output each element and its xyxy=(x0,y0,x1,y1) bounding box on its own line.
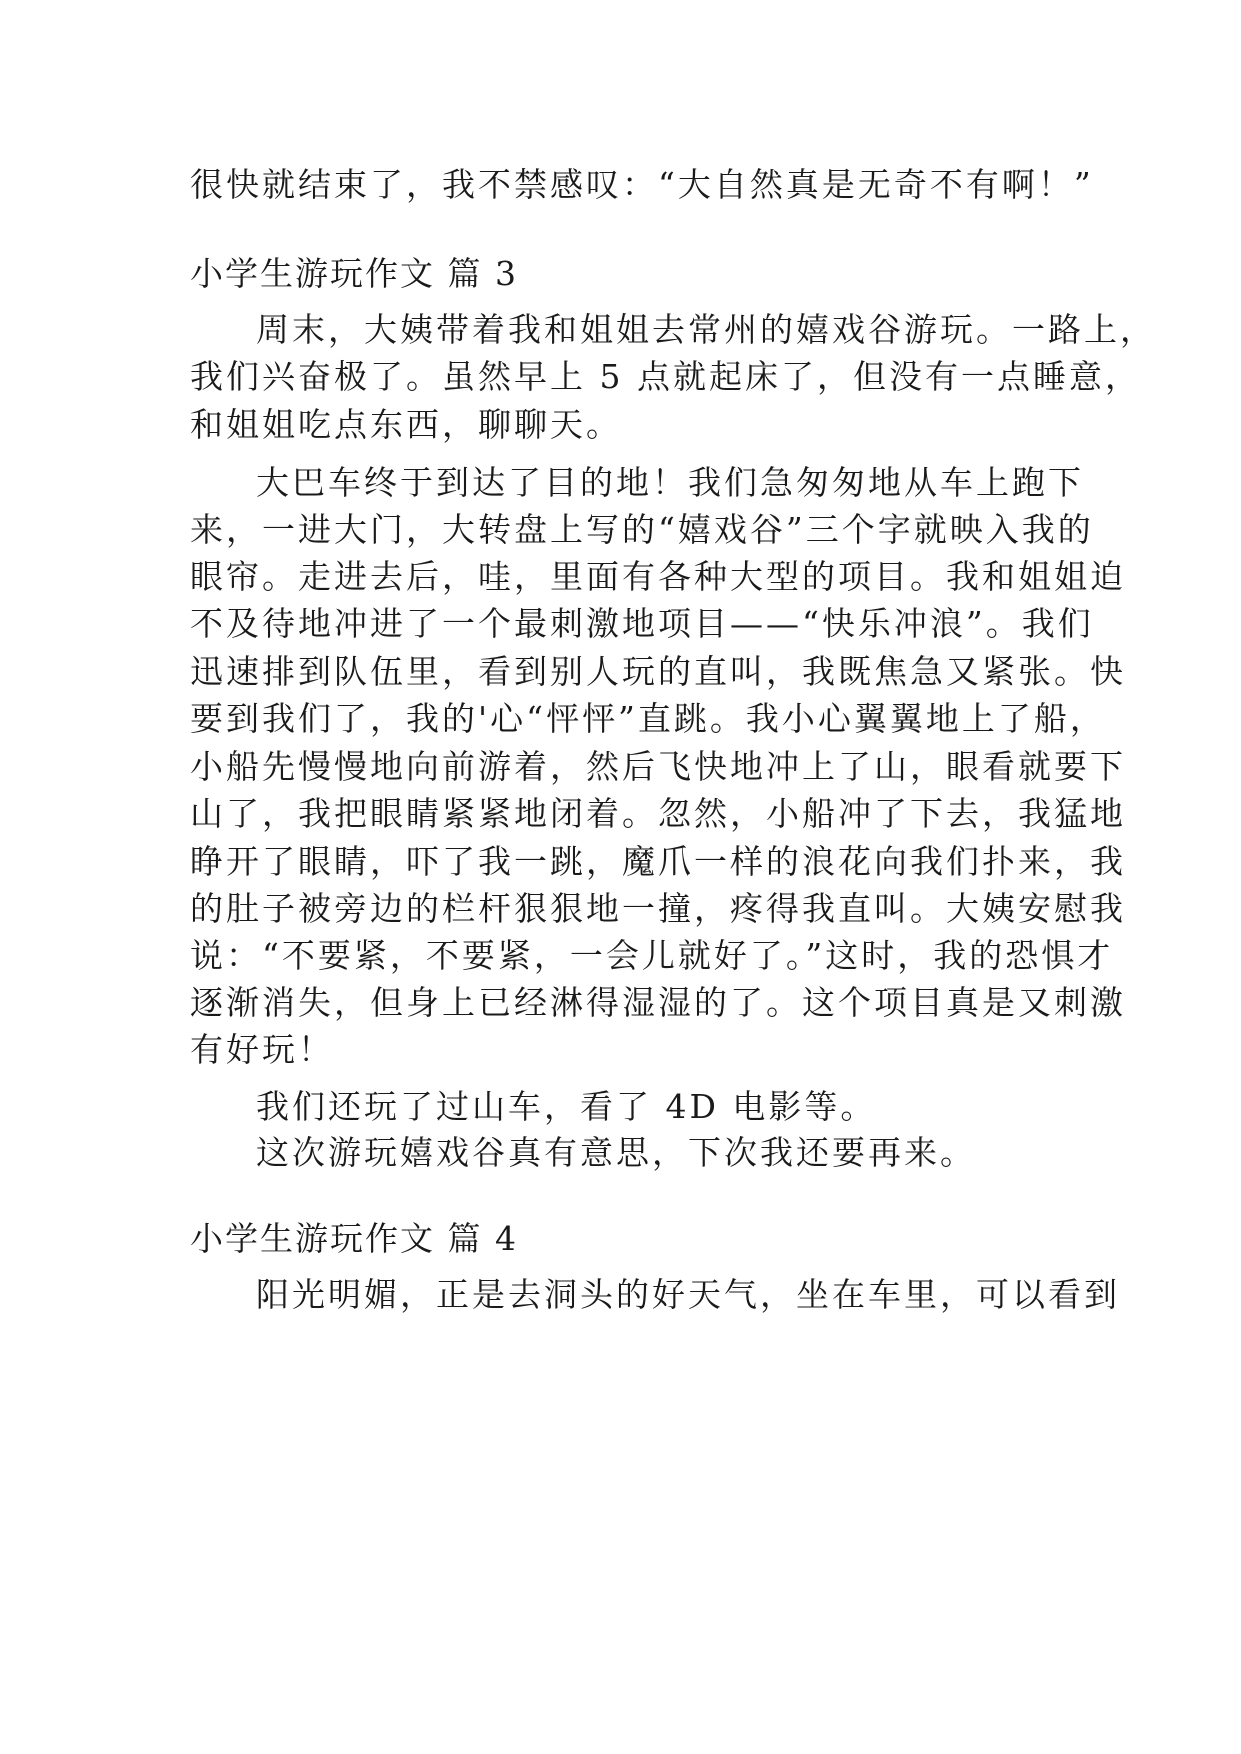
paragraph-line: 周末，大姨带着我和姐姐去常州的嬉戏谷游玩。一路上， xyxy=(256,310,1156,349)
paragraph-line: 的肚子被旁边的栏杆狠狠地一撞，疼得我直叫。大姨安慰我 xyxy=(190,889,1126,928)
paragraph-line: 我们还玩了过山车，看了 4D 电影等。 xyxy=(256,1087,877,1126)
text-line: 很快就结束了，我不禁感叹：“大自然真是无奇不有啊！” xyxy=(190,165,1094,204)
paragraph-line: 山了，我把眼睛紧紧地闭着。忽然，小船冲了下去，我猛地 xyxy=(190,794,1126,833)
paragraph-line: 睁开了眼睛，吓了我一跳，魔爪一样的浪花向我们扑来，我 xyxy=(190,842,1126,881)
paragraph-line: 迅速排到队伍里，看到别人玩的直叫，我既焦急又紧张。快 xyxy=(190,652,1126,691)
paragraph-line: 来，一进大门，大转盘上写的“嬉戏谷”三个字就映入我的 xyxy=(190,510,1094,549)
paragraph-line: 阳光明媚，正是去洞头的好天气，坐在车里，可以看到 xyxy=(256,1275,1120,1314)
paragraph-line: 眼帘。走进去后，哇，里面有各种大型的项目。我和姐姐迫 xyxy=(190,557,1126,596)
paragraph-line: 和姐姐吃点东西，聊聊天。 xyxy=(190,405,622,444)
section-heading: 小学生游玩作文 篇 3 xyxy=(190,254,518,293)
paragraph-line: 有好玩！ xyxy=(190,1030,334,1069)
paragraph-line: 逐渐消失，但身上已经淋得湿湿的了。这个项目真是又刺激 xyxy=(190,983,1126,1022)
paragraph-line: 我们兴奋极了。虽然早上 5 点就起床了，但没有一点睡意， xyxy=(190,357,1141,396)
paragraph-line: 这次游玩嬉戏谷真有意思，下次我还要再来。 xyxy=(256,1133,976,1172)
section-heading: 小学生游玩作文 篇 4 xyxy=(190,1219,518,1258)
paragraph-line: 说：“不要紧，不要紧，一会儿就好了。”这时，我的恐惧才 xyxy=(190,936,1114,975)
paragraph-line: 不及待地冲进了一个最刺激地项目——“快乐冲浪”。我们 xyxy=(190,604,1094,643)
paragraph-line: 大巴车终于到达了目的地！我们急匆匆地从车上跑下 xyxy=(256,463,1084,502)
paragraph-line: 小船先慢慢地向前游着，然后飞快地冲上了山，眼看就要下 xyxy=(190,747,1126,786)
paragraph-line: 要到我们了，我的'心“怦怦”直跳。我小心翼翼地上了船， xyxy=(190,699,1106,738)
